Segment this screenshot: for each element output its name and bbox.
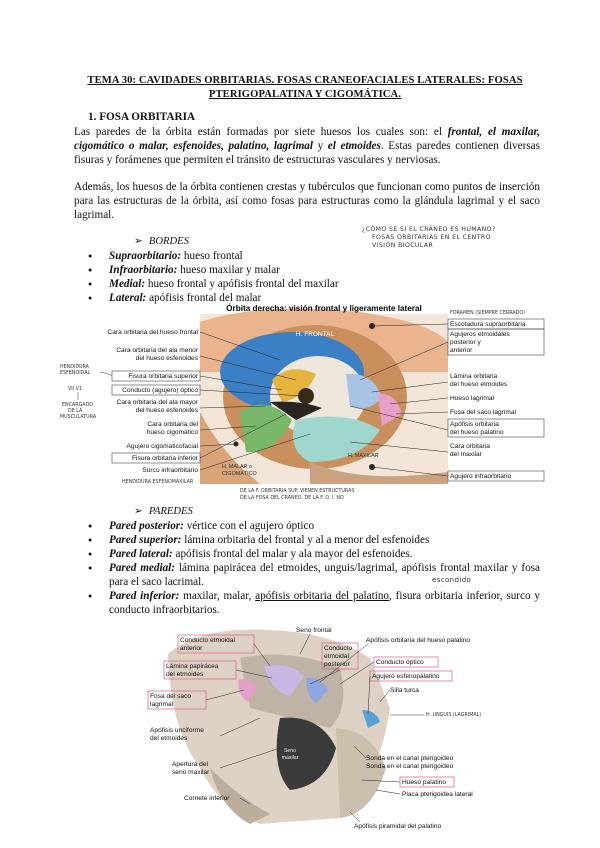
orbit-label-left: Cara orbitaria del <box>147 421 198 428</box>
arrow-bullet-icon: ➢ <box>134 506 143 517</box>
medial-label-left: del etmoides <box>150 735 188 742</box>
medial-label-right: Conducto óptico <box>376 659 424 666</box>
medial-label-right: Sonda en el canal pterigoideo <box>366 763 454 770</box>
orbit-label-left: Cara orbitaria del ala menor <box>116 347 198 354</box>
paragraph-text: Las paredes de la órbita están formadas por siete huesos los cuales son: el <box>74 126 448 138</box>
handwritten-line: ¿CÓMO SE SI EL CRÁNEO ES HUMANO? <box>362 226 496 233</box>
sinus-label: maxilar <box>281 755 299 761</box>
handwritten-note: H. UNGUIS (LAGRIMAL) <box>426 713 482 718</box>
list-item-text: lámina papirácea del etmoides, unguis/lagrimal, apófisis frontal maxilar y fosa para el saco lacrimal. <box>109 562 540 588</box>
medial-label-left: Conducto etmoidal <box>180 637 235 644</box>
list-item-label: Lateral: <box>109 292 147 304</box>
orbit-figure <box>60 302 550 502</box>
orbit-label-right: del maxilar <box>450 451 482 458</box>
list-item-text: apófisis frontal del malar <box>146 292 262 304</box>
orbit-label-left: Agujero cigomaticofacial <box>126 443 198 450</box>
medial-label-right: Hueso palatino <box>402 779 446 786</box>
handwritten-note: DE LA F. ORBITARIA SUP. VIENEN ESTRUCTURAS <box>240 489 355 494</box>
medial-label-right: Placa pterigoidea lateral <box>402 791 473 798</box>
orbit-label-right: Lámina orbitaria <box>450 373 498 380</box>
subheading-text: PAREDES <box>148 506 193 517</box>
orbit-figure-title: Órbita derecha: visión frontal y ligeramente lateral <box>226 304 422 313</box>
list-item-text: maxilar, malar, <box>179 590 256 602</box>
list-item-text: hueso frontal y apófisis frontal del maxilar <box>145 278 339 290</box>
list-item <box>88 249 540 263</box>
handwritten-arrow <box>100 372 112 376</box>
handwritten-note: FORAMEN (SIEMPRE CERRADO) <box>450 311 525 316</box>
list-item-label: Infraorbitario: <box>109 264 178 276</box>
handwritten-note: ENCARGADO <box>62 403 94 408</box>
list-item <box>88 561 540 589</box>
paragraph-bold-text: el etmoides <box>327 140 381 152</box>
handwritten-line: FOSAS ORBITARIAS EN EL CENTRO <box>372 234 491 241</box>
orbit-label-left: Fisura orbitaria inferior <box>132 455 198 462</box>
list-item-text: vértice con el agujero óptico <box>183 520 315 532</box>
medial-label-left: seno maxilar <box>172 769 210 776</box>
list-item <box>88 589 540 617</box>
handwritten-note: ESFENOIDAL <box>60 371 91 376</box>
bordes-list <box>88 249 540 305</box>
orbit-label-right: Escotadura supraorbitaria <box>450 321 526 328</box>
list-item-label: Supraorbitario: <box>109 250 182 262</box>
orbit-label-right: Hueso lagrimal <box>450 395 494 402</box>
medial-label-left: anterior <box>180 645 203 652</box>
list-item-label: Pared superior: <box>109 534 182 546</box>
medial-label-left: Apófisis unciforme <box>150 727 204 734</box>
orbit-label-left: Fisura orbitaria superior <box>128 373 198 380</box>
medial-label-bottom: Apófisis piramidal del palatino <box>354 823 442 830</box>
medial-label-left: Apertura del <box>172 761 208 768</box>
list-item <box>88 277 540 291</box>
medial-label-right: Sonda en el canal pterigoideo <box>366 755 454 762</box>
paredes-list <box>88 519 540 617</box>
bone-label-malar: CIGOMÁTICO <box>222 471 257 477</box>
orbit-label-right: Agujero infraorbitario <box>450 473 512 480</box>
medial-label-right: Silla turca <box>390 687 419 694</box>
list-item <box>88 547 540 561</box>
orbit-label-left: Conducto (agujero) óptico <box>122 387 198 394</box>
list-item-text: lámina orbitaria del frontal y al a menor del esfenoides <box>181 534 430 546</box>
handwritten-note: VII V1 <box>68 387 82 392</box>
subheading-text: BORDES <box>148 236 189 247</box>
subheading-paredes <box>134 505 193 517</box>
orbit-label-left: del hueso esfenoides <box>135 407 198 414</box>
subheading-bordes <box>134 235 189 247</box>
medial-label-left: Lámina papirácea <box>166 663 219 670</box>
list-item-text: hueso maxilar y malar <box>177 264 280 276</box>
paragraph-bold-text: frontal, el maxilar, cigomático o malar, esfenoides, palatino, lagrimal <box>74 126 541 152</box>
list-item-underlined-text: apófisis orbitaria del palatino <box>255 590 390 602</box>
list-item-label: Pared inferior: <box>109 590 180 602</box>
list-item-label: Medial: <box>109 278 146 290</box>
bone-label-frontal: H. FRONTAL <box>295 331 335 338</box>
medial-label-left: Fosa del saco <box>150 693 192 700</box>
sinus-label: Seno <box>283 748 297 754</box>
medial-label-right: Agujero esfenopalatino <box>372 673 440 680</box>
list-item <box>88 263 540 277</box>
leader-line <box>350 812 360 822</box>
handwritten-note: DE LA <box>68 409 83 414</box>
medial-label-left: lagrimal <box>150 701 174 708</box>
orbit-label-right: Cara orbitaria <box>450 443 490 450</box>
list-item-text: apófisis frontal del malar y ala mayor del esfenoides. <box>172 548 413 560</box>
orbit-label-right: anterior <box>450 347 473 354</box>
orbit-label-left: Surco infraorbitario <box>142 467 198 474</box>
paragraph-huesos-orbita <box>74 125 540 167</box>
bone-label-maxilar: H. MAXILAR <box>348 453 379 459</box>
handwritten-note: HENDIDURA <box>60 365 89 370</box>
orbit-label-right: Fosa del saco lagrimal <box>450 409 516 416</box>
list-item-text: hueso frontal <box>181 250 243 262</box>
orbit-label-right: del hueso etmoides <box>450 381 508 388</box>
medial-label-center: etmoidal <box>324 653 349 660</box>
handwritten-line: VISIÓN BIOCULAR <box>372 242 434 249</box>
medial-label-center: Conducto <box>324 645 353 652</box>
list-item <box>88 519 540 533</box>
list-item-label: Pared posterior: <box>109 520 184 532</box>
list-item-label: Pared medial: <box>109 562 176 574</box>
orbit-label-left: Cara orbitaria del ala mayor <box>116 399 198 406</box>
section-heading-fosa-orbitaria: 1. FOSA ORBITARIA <box>88 111 196 123</box>
medial-label-top: Apófisis orbitaria del hueso palatino <box>366 637 471 644</box>
leader-line <box>376 790 400 794</box>
orbit-label-left: del hueso esfenoides <box>135 355 198 362</box>
orbit-label-left: Cara orbitaria del hueso frontal <box>107 329 198 336</box>
paragraph-crestas: Además, los huesos de la órbita contienen crestas y tubérculos que funcionan como puntos de inserción para las estructuras de la órbita, así como fosas para estructuras como la glándula lagrimal y el saco lagrimal. <box>74 181 540 221</box>
handwritten-note: DE LA FOSA DEL CRÁNEO, DE LA F. O. I. NO <box>240 496 344 501</box>
handwritten-note: HENDIDURA ESFENOMAXILAR <box>122 480 194 485</box>
handwritten-note-escondido: escondido <box>432 576 472 584</box>
handwritten-note: MUSCULATURA <box>60 415 97 420</box>
handwritten-note-craneo <box>362 226 496 250</box>
page-title: TEMA 30: CAVIDADES ORBITARIAS. FOSAS CRANEOFACIALES LATERALES: FOSAS PTERIGOPALATINA Y CIGOMÁTICA. <box>87 75 523 100</box>
paragraph-text: y <box>313 140 328 152</box>
medial-label-center: posterior <box>324 661 350 668</box>
orbit-label-right: del hueso palatino <box>450 429 504 436</box>
medial-label-left: Cornete inferior <box>184 795 230 802</box>
arrow-bullet-icon: ➢ <box>134 236 143 247</box>
orbit-label-right: Apófisis orbitaria <box>450 421 499 428</box>
bone-label-malar: H. MALAR o <box>222 464 252 470</box>
medial-label-top: Seno frontal <box>296 627 332 634</box>
orbit-label-right: posterior y <box>450 339 481 346</box>
medial-label-left: del etmoides <box>166 671 204 678</box>
list-item-label: Pared lateral: <box>109 548 173 560</box>
medial-wall-figure <box>140 618 530 834</box>
list-item-text: , fisura orbitaria inferior, surco y conducto infraorbitarios. <box>109 590 541 616</box>
list-item <box>88 533 540 547</box>
orbit-label-left: hueso cigomático <box>146 429 198 436</box>
orbit-label-right: Agujeros etmoidales <box>450 331 510 338</box>
paragraph-text: . Estas paredes contienen diversas fisuras y forámenes que permiten el tránsito de estructuras vasculares y nerviosas. <box>74 140 541 166</box>
